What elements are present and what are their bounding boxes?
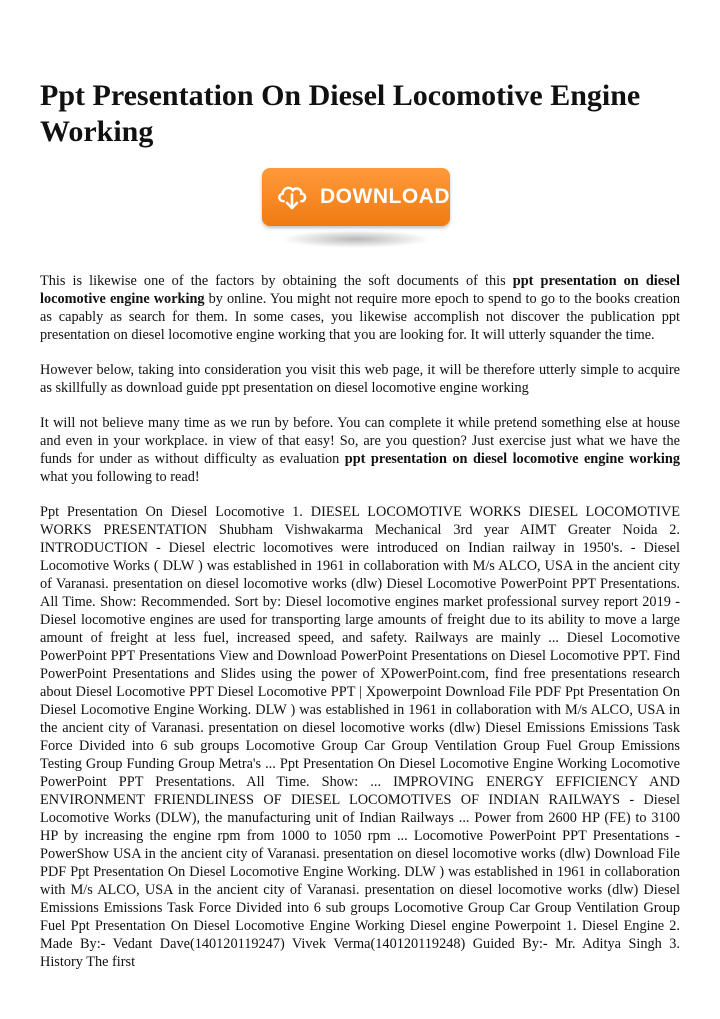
cloud-download-icon [276,180,308,214]
download-label: DOWNLOAD [320,185,450,208]
paragraph-3-bold: ppt presentation on diesel locomotive engine working [344,451,680,467]
download-button[interactable] [262,168,450,226]
paragraph-1-text-a: This is likewise one of the factors by obtaining the soft documents of this [40,273,513,289]
paragraph-1 [40,272,680,344]
paragraph-3-text-a: It will not believe many time as we run by before. You can complete it while pretend something else at house and even in your workplace. in view of that easy! So, are you question? Just exercise just what we have the funds for under as without difficulty as evaluation [40,415,680,467]
download-area [258,168,454,258]
page-title: Ppt Presentation On Diesel Locomotive Engine Working [40,79,641,148]
paragraph-3 [40,414,680,486]
paragraph-1-bold: ppt presentation on diesel locomotive engine working [40,273,680,307]
paragraph-3-text-c: what you following to read! [40,469,200,485]
paragraph-2: However below, taking into consideration you visit this web page, it will be therefore utterly simple to acquire as skillfully as download guide ppt presentation on diesel locomotive engine working [40,362,680,396]
article-body [40,272,680,988]
button-shadow [280,230,432,248]
paragraph-4: Ppt Presentation On Diesel Locomotive 1. DIESEL LOCOMOTIVE WORKS DIESEL LOCOMOTIVE WORKS PRESENTATION Shubham Vishwakarma Mechanical 3rd year AIMT Greater Noida 2. INTRODUCTION - Diesel electric locomotives were introduced on Indian railway in 1950's. - Diesel Locomotive Works ( DLW ) was established in 1961 in collaboration with M/s ALCO, USA in the ancient city of Varanasi. presentation on diesel locomotive works (dlw) Diesel Locomotive PowerPoint PPT Presentations. All Time. Show: Recommended. Sort by: Diesel locomotive engines market professional survey report 2019 - Diesel locomotive engines are used for transporting large amounts of freight due to its ability to move a large amount of freight at less fuel, increased speed, and safety. Railways are mainly ... Diesel Locomotive PowerPoint PPT Presentations View and Download PowerPoint Presentations on Diesel Locomotive PPT. Find PowerPoint Presentations and Slides using the power of XPowerPoint.com, find free presentations research about Diesel Locomotive PPT Diesel Locomotive PPT | Xpowerpoint Download File PDF Ppt Presentation On Diesel Locomotive Engine Working. DLW ) was established in 1961 in collaboration with M/s ALCO, USA in the ancient city of Varanasi. presentation on diesel locomotive works (dlw) Diesel Emissions Emissions Task Force Divided into 6 sub groups Locomotive Group Car Group Ventilation Group Fuel Group Emissions Testing Group Funding Group Metra's ... Ppt Presentation On Diesel Locomotive Engine Working Locomotive PowerPoint PPT Presentations. All Time. Show: ... IMPROVING ENERGY EFFICIENCY AND ENVIRONMENT FRIENDLINESS OF DIESEL LOCOMOTIVES OF INDIAN RAILWAYS - Diesel Locomotive Works (DLW), the manufacturing unit of Indian Railways ... Power from 2600 HP (FE) to 3100 HP by increasing the engine rpm from 1000 to 1050 rpm ... Locomotive PowerPoint PPT Presentations - PowerShow USA in the ancient city of Varanasi. presentation on diesel locomotive works (dlw) Download File PDF Ppt Presentation On Diesel Locomotive Engine Working. DLW ) was established in 1961 in collaboration with M/s ALCO, USA in the ancient city of Varanasi. presentation on diesel locomotive works (dlw) Diesel Emissions Emissions Task Force Divided into 6 sub groups Locomotive Group Car Group Ventilation Group Fuel Ppt Presentation On Diesel Locomotive Engine Working Diesel engine Powerpoint 1. Diesel Engine 2. Made By:- Vedant Dave(140120119247) Vivek Verma(140120119248) Guided By:- Mr. Aditya Singh 3. History The first [40,504,680,970]
paragraph-1-text-c: by online. You might not require more epoch to spend to go to the books creation as capably as search for them. In some cases, you likewise accomplish not discover the publication ppt presentation on diesel locomotive engine working that you are looking for. It will utterly squander the time. [40,291,680,343]
